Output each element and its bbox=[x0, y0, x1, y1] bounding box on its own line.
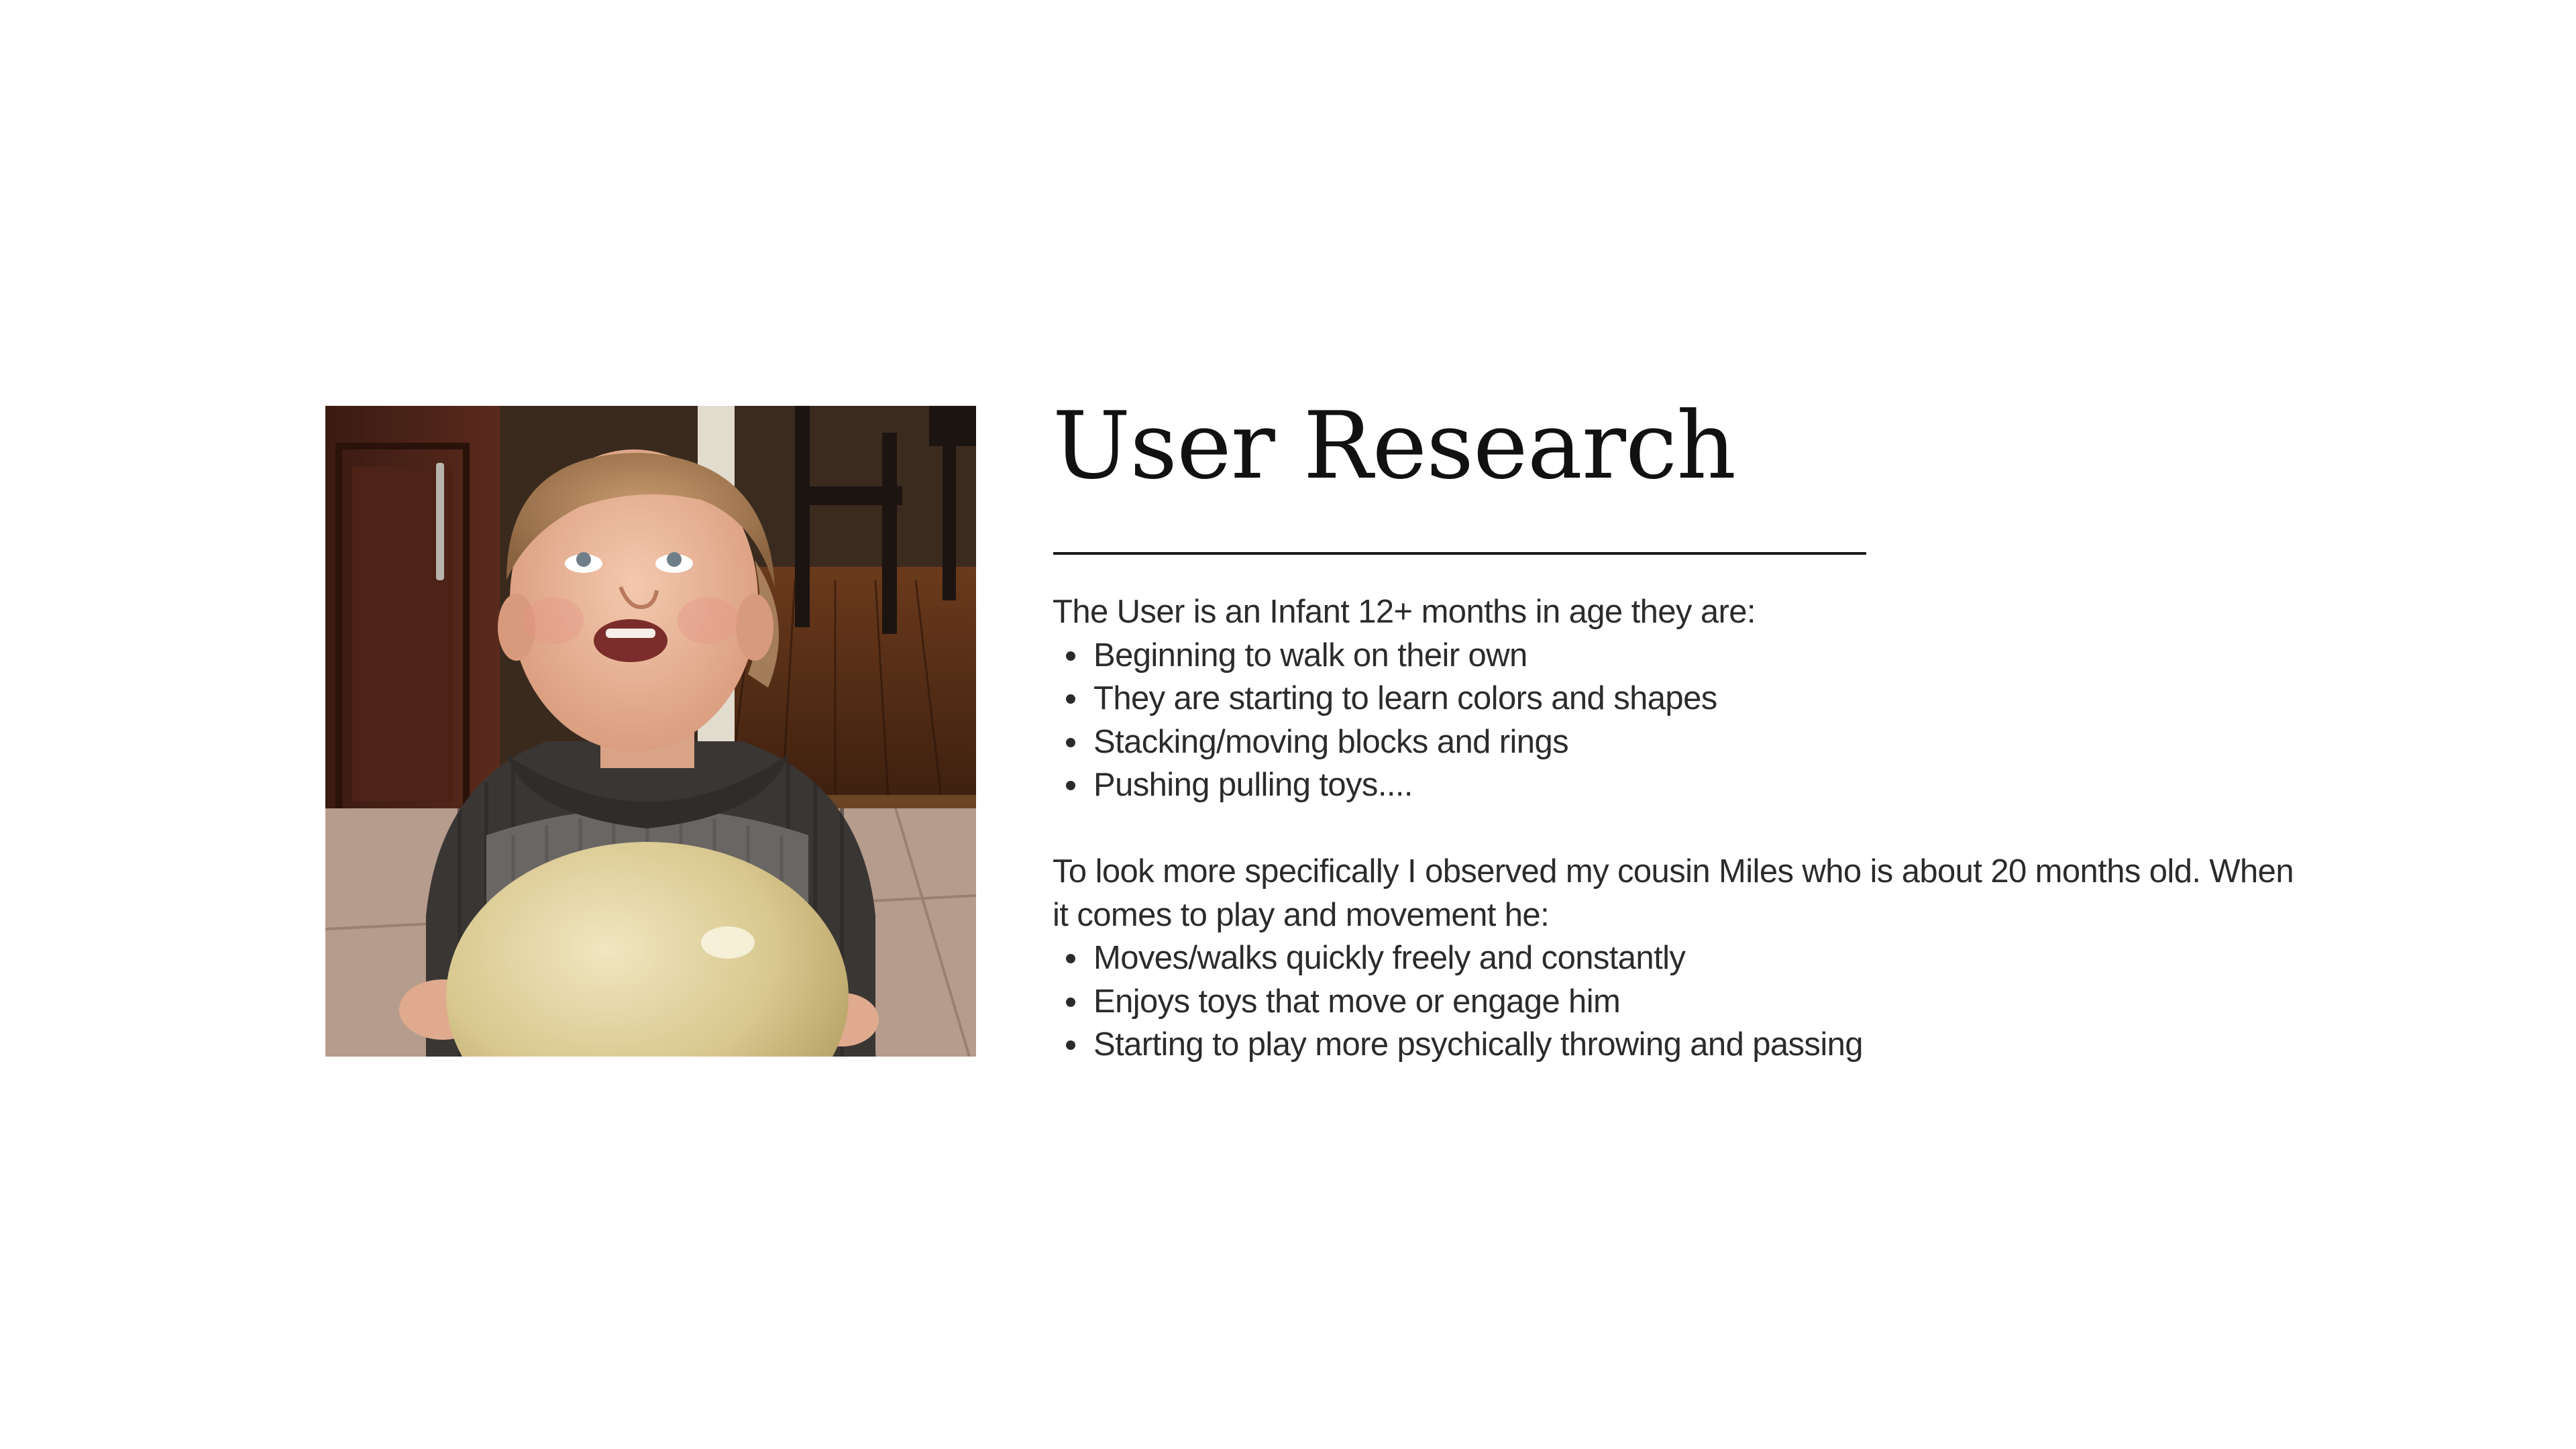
paragraph-spacer bbox=[1053, 807, 2307, 851]
research-body bbox=[1053, 590, 2307, 1067]
toddler-photo bbox=[325, 406, 976, 1057]
page-title: User Research bbox=[1053, 392, 1736, 500]
list-item: Enjoys toys that move or engage him bbox=[1053, 980, 2307, 1024]
observed-traits-list bbox=[1053, 936, 2307, 1067]
list-item: Beginning to walk on their own bbox=[1053, 634, 2307, 678]
toddler-photo-illustration bbox=[325, 406, 976, 1057]
list-item: Starting to play more psychically throwing and passing bbox=[1053, 1023, 2307, 1067]
title-divider bbox=[1053, 552, 1866, 555]
intro-text: The User is an Infant 12+ months in age they are: bbox=[1053, 594, 1756, 630]
list-item: Stacking/moving blocks and rings bbox=[1053, 720, 2307, 764]
observation-text: To look more specifically I observed my cousin Miles who is about 20 months old. When it comes to play and movement he: bbox=[1053, 853, 2294, 933]
list-item: Moves/walks quickly freely and constantly bbox=[1053, 936, 2307, 980]
general-traits-list bbox=[1053, 634, 2307, 807]
list-item: Pushing pulling toys.... bbox=[1053, 763, 2307, 807]
list-item: They are starting to learn colors and shapes bbox=[1053, 677, 2307, 720]
